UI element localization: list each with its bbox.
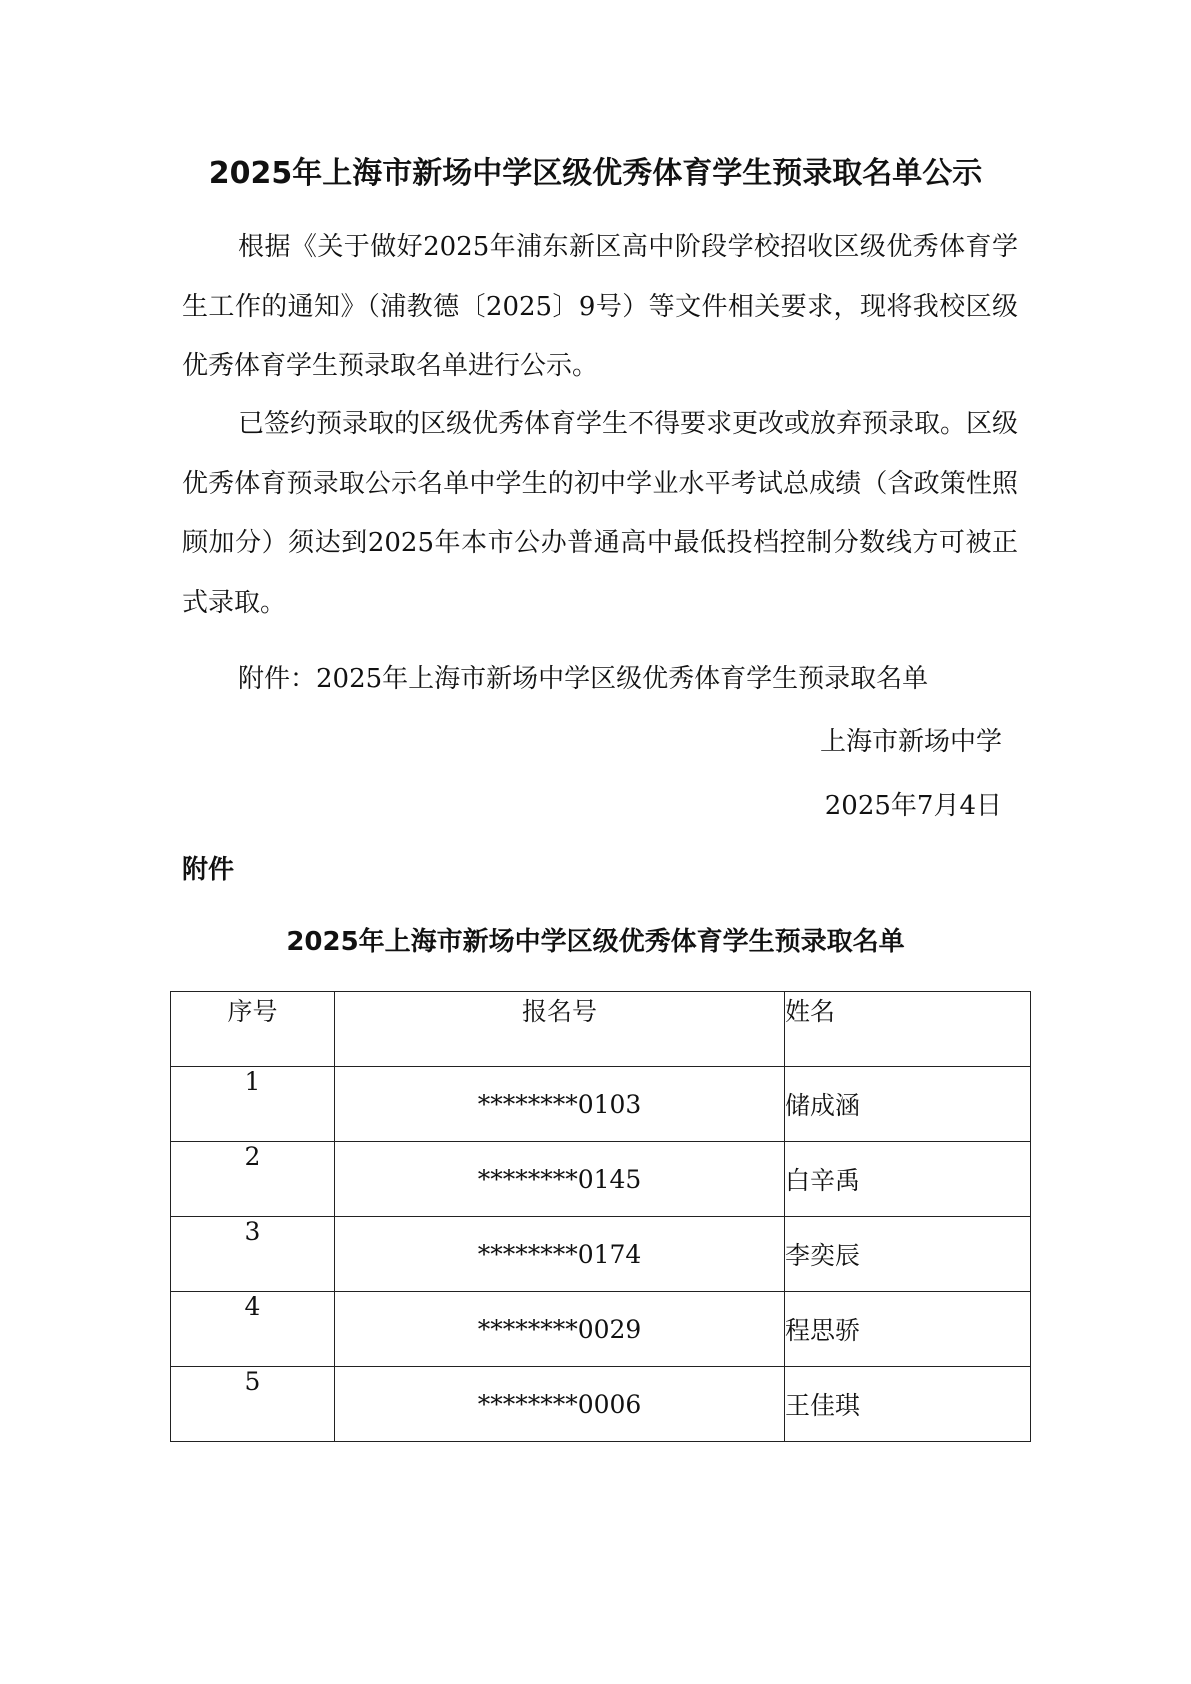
- document-title: 2025年上海市新场中学区级优秀体育学生预录取名单公示: [208, 156, 983, 191]
- cell-name: 王佳琪: [785, 1367, 1031, 1442]
- cell-registration-number: ********0145: [335, 1142, 785, 1217]
- table-row: [171, 1217, 1031, 1292]
- header-name: 姓名: [785, 992, 1031, 1067]
- attachment-heading: 附件: [182, 855, 235, 885]
- attachment-reference: 附件：2025年上海市新场中学区级优秀体育学生预录取名单: [238, 664, 929, 694]
- signer-date: 2025年7月4日: [824, 791, 1002, 821]
- paragraph-basis: 根据《关于做好2025年浦东新区高中阶段学校招收区级优秀体育学生工作的通知》（浦教德〔2025〕9号）等文件相关要求，现将我校区级优秀体育学生预录取名单进行公示。: [182, 232, 1018, 381]
- cell-registration-number: ********0174: [335, 1217, 785, 1292]
- cell-registration-number: ********0006: [335, 1367, 785, 1442]
- paragraph-conditions: 已签约预录取的区级优秀体育学生不得要求更改或放弃预录取。区级优秀体育预录取公示名单中学生的初中学业水平考试总成绩（含政策性照顾加分）须达到2025年本市公办普通高中最低投档控制分数线方可被正式录取。: [182, 409, 1019, 618]
- signer-organization: 上海市新场中学: [819, 727, 1002, 757]
- cell-name: 储成涵: [785, 1067, 1031, 1142]
- cell-registration-number: ********0103: [335, 1067, 785, 1142]
- cell-seq: 1: [171, 1067, 335, 1142]
- table-header-row: [171, 992, 1031, 1067]
- cell-seq: 4: [171, 1292, 335, 1367]
- table-row: [171, 1292, 1031, 1367]
- cell-registration-number: ********0029: [335, 1292, 785, 1367]
- cell-name: 程思骄: [785, 1292, 1031, 1367]
- table-row: [171, 1067, 1031, 1142]
- cell-name: 白辛禹: [785, 1142, 1031, 1217]
- cell-seq: 2: [171, 1142, 335, 1217]
- cell-seq: 5: [171, 1367, 335, 1442]
- table-title: 2025年上海市新场中学区级优秀体育学生预录取名单: [286, 927, 905, 957]
- header-seq: 序号: [171, 992, 335, 1067]
- admission-table: [170, 991, 1031, 1442]
- cell-seq: 3: [171, 1217, 335, 1292]
- table-row: [171, 1142, 1031, 1217]
- table-row: [171, 1367, 1031, 1442]
- cell-name: 李奕辰: [785, 1217, 1031, 1292]
- header-registration-number: 报名号: [335, 992, 785, 1067]
